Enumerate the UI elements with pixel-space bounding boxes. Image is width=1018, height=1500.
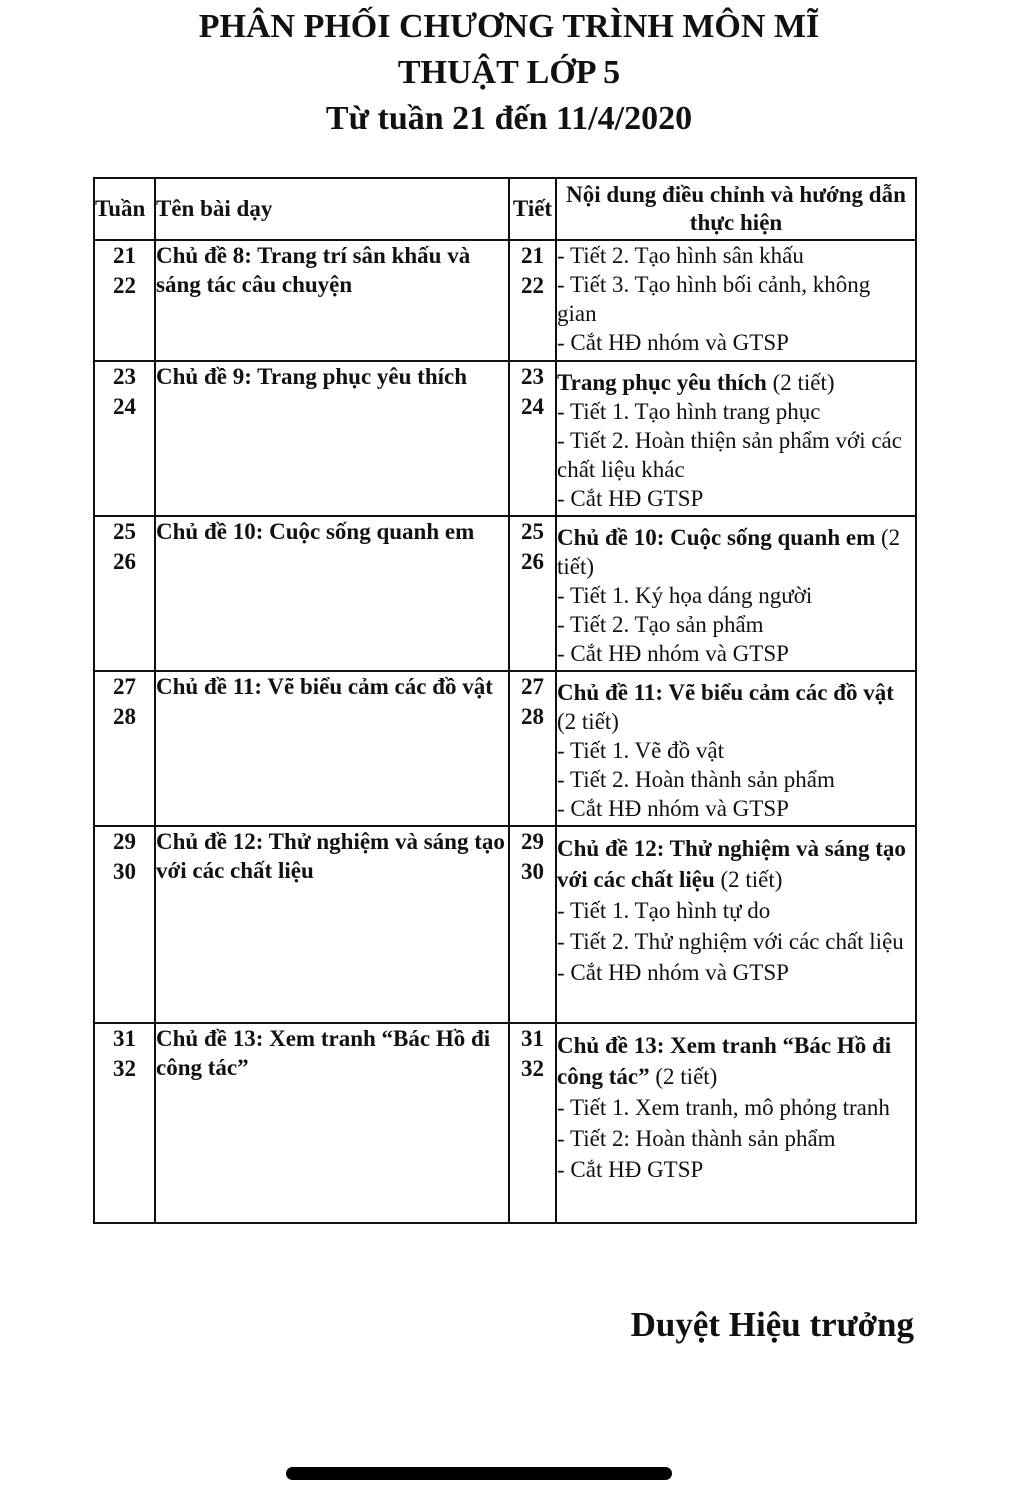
period-cell xyxy=(509,826,556,1023)
period-number: 32 xyxy=(521,1056,544,1081)
content-line: - Tiết 1. Vẽ đồ vật xyxy=(557,738,724,763)
content-line: - Tiết 1. Tạo hình tự do xyxy=(557,898,771,923)
lesson-cell: Chủ đề 12: Thử nghiệm và sáng tạo với các chất liệu xyxy=(155,826,509,1023)
content-line: - Cắt HĐ GTSP xyxy=(557,1157,704,1182)
period-number: 24 xyxy=(521,394,544,419)
week-number: 32 xyxy=(113,1056,136,1081)
content-line: - Tiết 2. Hoàn thiện sản phẩm với các chất liệu khác xyxy=(557,428,902,482)
period-cell xyxy=(509,1023,556,1223)
content-line: - Cắt HĐ nhóm và GTSP xyxy=(557,330,789,355)
week-number: 21 xyxy=(113,243,136,268)
week-number: 31 xyxy=(113,1026,136,1051)
period-number: 25 xyxy=(521,519,544,544)
content-cell xyxy=(556,240,916,361)
period-number: 23 xyxy=(521,364,544,389)
content-cell xyxy=(556,361,916,516)
content-line: - Tiết 2. Thử nghiệm với các chất liệu xyxy=(557,929,904,954)
title-line-1: PHÂN PHỐI CHƯƠNG TRÌNH MÔN MĨ xyxy=(198,8,820,45)
content-cell xyxy=(556,1023,916,1223)
period-cell xyxy=(509,671,556,826)
period-number: 30 xyxy=(521,859,544,884)
content-line: Chủ đề 13: Xem tranh “Bác Hồ đi công tác” (2 tiết) xyxy=(557,1033,892,1089)
content-line: - Tiết 2. Hoàn thành sản phẩm xyxy=(557,767,835,792)
content-line: - Tiết 2. Tạo sản phẩm xyxy=(557,612,764,637)
table-row xyxy=(94,826,916,1023)
lesson-cell: Chủ đề 13: Xem tranh “Bác Hồ đi công tác” xyxy=(155,1023,509,1223)
period-number: 31 xyxy=(521,1026,544,1051)
title-line-3: Từ tuần 21 đến 11/4/2020 xyxy=(325,100,693,137)
period-number: 22 xyxy=(521,273,544,298)
week-cell xyxy=(94,361,155,516)
lesson-cell: Chủ đề 10: Cuộc sống quanh em xyxy=(155,516,509,671)
content-cell xyxy=(556,826,916,1023)
table-row xyxy=(94,1023,916,1223)
table-header-row xyxy=(94,178,916,240)
principal-approval-signature: Duyệt Hiệu trưởng xyxy=(630,1305,914,1344)
week-number: 28 xyxy=(113,704,136,729)
content-cell xyxy=(556,671,916,826)
content-line: - Tiết 1. Tạo hình trang phục xyxy=(557,399,821,424)
lesson-cell: Chủ đề 9: Trang phục yêu thích xyxy=(155,361,509,516)
content-line: Chủ đề 12: Thử nghiệm và sáng tạo với các chất liệu (2 tiết) xyxy=(557,836,906,892)
content-line: - Tiết 1. Ký họa dáng người xyxy=(557,583,813,608)
lesson-cell: Chủ đề 8: Trang trí sân khấu và sáng tác câu chuyện xyxy=(155,240,509,361)
title-line-2: THUẬT LỚP 5 xyxy=(397,54,621,91)
period-cell xyxy=(509,361,556,516)
week-number: 27 xyxy=(113,674,136,699)
content-line: - Cắt HĐ nhóm và GTSP xyxy=(557,796,789,821)
week-number: 24 xyxy=(113,394,136,419)
week-cell xyxy=(94,516,155,671)
table-row xyxy=(94,240,916,361)
content-cell xyxy=(556,516,916,671)
week-cell xyxy=(94,826,155,1023)
lesson-cell: Chủ đề 11: Vẽ biểu cảm các đồ vật xyxy=(155,671,509,826)
week-cell xyxy=(94,1023,155,1223)
content-line: - Tiết 1. Xem tranh, mô phỏng tranh xyxy=(557,1095,890,1120)
week-cell xyxy=(94,671,155,826)
curriculum-table xyxy=(93,177,917,1224)
table-row xyxy=(94,361,916,516)
week-number: 29 xyxy=(113,829,136,854)
content-line: Trang phục yêu thích (2 tiết) xyxy=(557,370,835,395)
content-line: - Tiết 2. Tạo hình sân khấu xyxy=(557,243,804,268)
week-number: 22 xyxy=(113,273,136,298)
table-row xyxy=(94,671,916,826)
header-lesson: Tên bài dạy xyxy=(155,178,509,240)
content-line: - Cắt HĐ nhóm và GTSP xyxy=(557,960,789,985)
document-title xyxy=(0,4,1018,142)
content-line: - Cắt HĐ GTSP xyxy=(557,486,704,511)
period-number: 27 xyxy=(521,674,544,699)
period-number: 26 xyxy=(521,549,544,574)
week-number: 23 xyxy=(113,364,136,389)
home-indicator-bar[interactable] xyxy=(286,1467,672,1480)
period-number: 21 xyxy=(521,243,544,268)
content-line: - Cắt HĐ nhóm và GTSP xyxy=(557,641,789,666)
header-week: Tuần xyxy=(94,178,155,240)
table-row xyxy=(94,516,916,671)
week-number: 25 xyxy=(113,519,136,544)
period-number: 28 xyxy=(521,704,544,729)
period-number: 29 xyxy=(521,829,544,854)
week-number: 26 xyxy=(113,549,136,574)
header-content: Nội dung điều chỉnh và hướng dẫn thực hiện xyxy=(556,178,916,240)
content-line: - Tiết 3. Tạo hình bối cảnh, không gian xyxy=(557,272,871,326)
header-period: Tiết xyxy=(509,178,556,240)
content-line: Chủ đề 10: Cuộc sống quanh em (2 tiết) xyxy=(557,525,901,579)
period-cell xyxy=(509,516,556,671)
week-number: 30 xyxy=(113,859,136,884)
period-cell xyxy=(509,240,556,361)
week-cell xyxy=(94,240,155,361)
content-line: - Tiết 2: Hoàn thành sản phẩm xyxy=(557,1126,836,1151)
content-line: Chủ đề 11: Vẽ biểu cảm các đồ vật (2 tiết) xyxy=(557,680,894,734)
